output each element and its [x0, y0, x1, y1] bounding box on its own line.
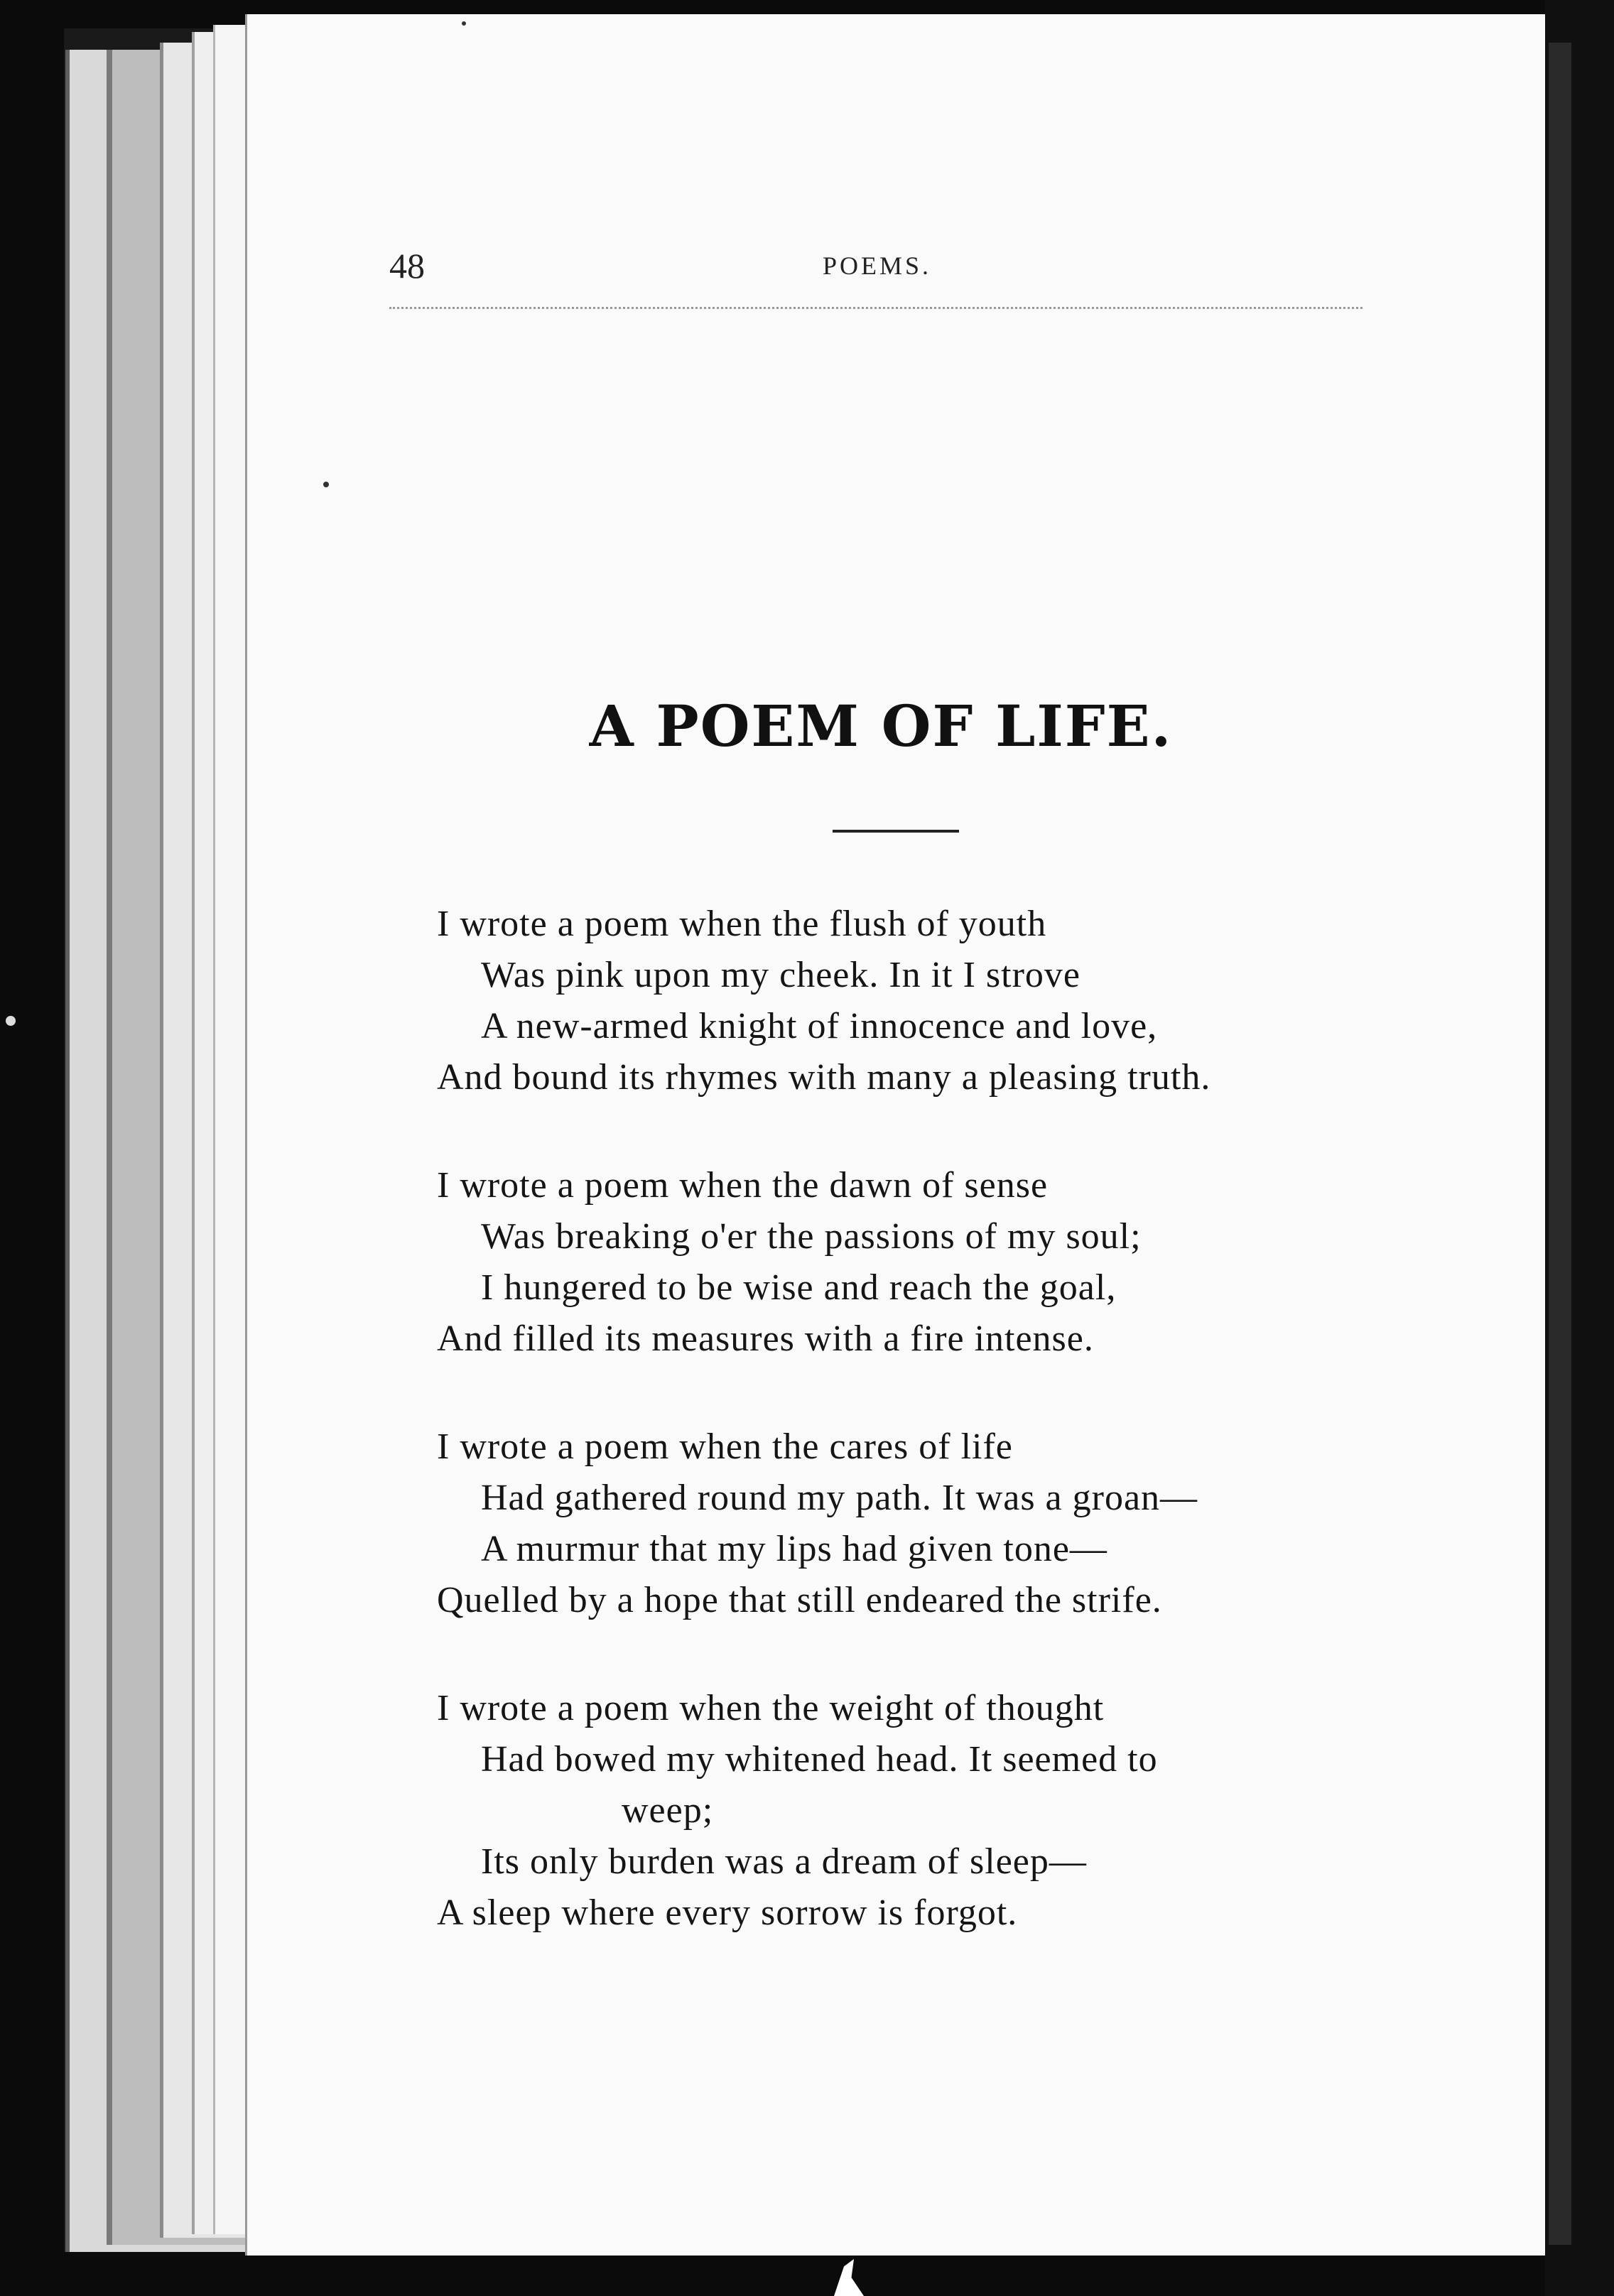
poem-line: Had gathered round my path. It was a groan— [481, 1478, 1198, 1518]
running-head [389, 245, 1363, 288]
poem-line: I wrote a poem when the cares of life [437, 1426, 1013, 1467]
page-tear [824, 2259, 874, 2296]
poem-line: I hungered to be wise and reach the goal, [481, 1267, 1117, 1308]
poem-line: A new-armed knight of innocence and love, [481, 1006, 1158, 1046]
poem-line: Quelled by a hope that still endeared the strife. [437, 1580, 1162, 1620]
poem-line: A murmur that my lips had given tone— [481, 1529, 1107, 1569]
poem-line: I wrote a poem when the weight of thought [437, 1688, 1105, 1728]
facing-page-edge [1549, 43, 1571, 2245]
poem-line: And filled its measures with a fire intense. [437, 1318, 1094, 1359]
ink-speck [462, 21, 466, 26]
stanza [437, 1422, 1446, 1626]
ink-speck [323, 482, 329, 487]
stanza [437, 1160, 1446, 1365]
poem-line: Was breaking o'er the passions of my soul; [481, 1216, 1142, 1257]
ink-speck [6, 1016, 16, 1026]
poem-line: Had bowed my whitened head. It seemed to [481, 1739, 1158, 1780]
poem-line: And bound its rhymes with many a pleasing truth. [437, 1057, 1211, 1098]
title-rule [833, 830, 959, 833]
stanza [437, 1683, 1446, 1939]
poem-title: A POEM OF LIFE. [589, 693, 1173, 759]
poem-line: I wrote a poem when the flush of youth [437, 904, 1047, 944]
poem-line: Its only burden was a dream of sleep— [481, 1841, 1087, 1882]
page-number: 48 [389, 246, 425, 286]
stanza [437, 899, 1446, 1103]
poem-body [437, 899, 1446, 1996]
running-title: POEMS. [823, 251, 932, 280]
poem-line: Was pink upon my cheek. In it I strove [481, 955, 1080, 995]
header-rule [389, 307, 1363, 309]
poem-line: I wrote a poem when the dawn of sense [437, 1165, 1049, 1206]
poem-line: weep; [622, 1790, 714, 1831]
poem-line: A sleep where every sorrow is forgot. [437, 1892, 1018, 1933]
